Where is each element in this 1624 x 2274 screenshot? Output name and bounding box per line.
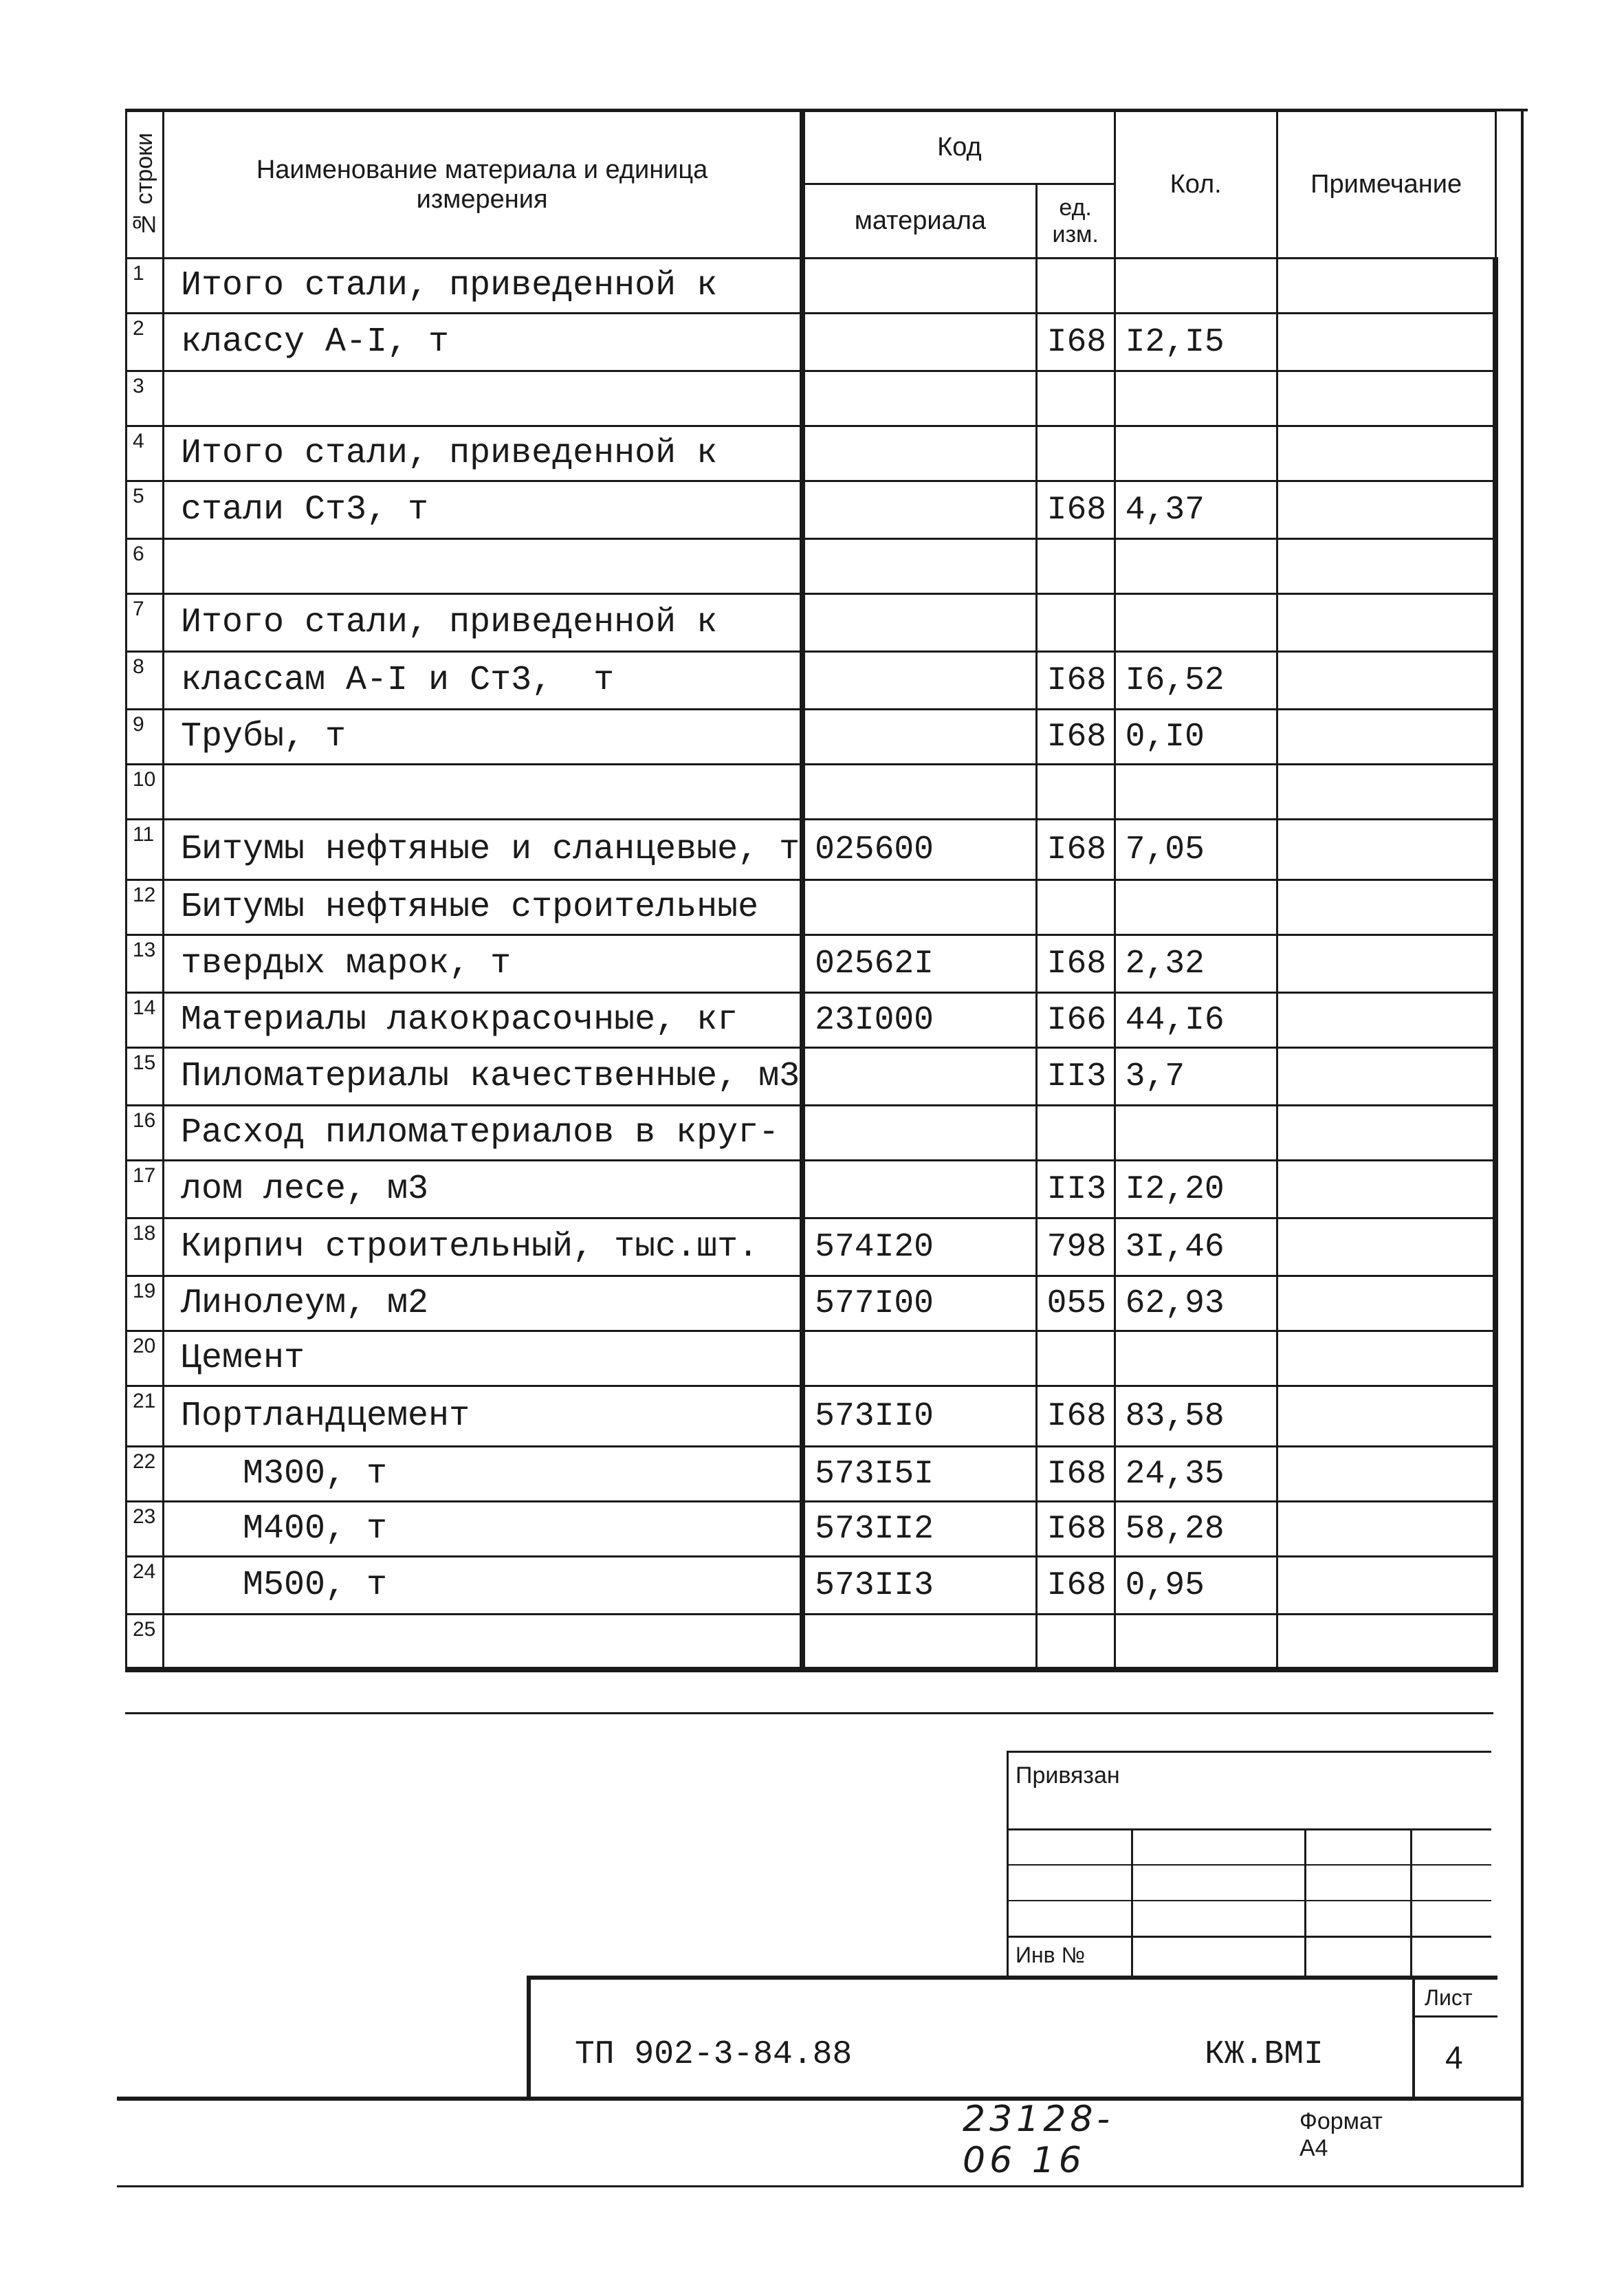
- row-number: 12: [127, 880, 164, 935]
- material-name: М500, т: [164, 1557, 803, 1615]
- note: [1277, 481, 1495, 539]
- row-number: 21: [127, 1386, 164, 1447]
- material-code: [802, 1615, 1036, 1670]
- row-number: 8: [127, 652, 164, 710]
- row-number: 3: [127, 371, 164, 426]
- material-code: [802, 652, 1036, 710]
- row-number: 19: [127, 1276, 164, 1331]
- material-code: [802, 880, 1036, 935]
- material-name: лом лесе, м3: [164, 1161, 803, 1218]
- note: [1277, 594, 1495, 652]
- note: [1277, 539, 1495, 594]
- note: [1277, 371, 1495, 426]
- material-name: Итого стали, приведенной к: [164, 259, 803, 314]
- note: [1277, 1447, 1495, 1502]
- table-row: [127, 1276, 1496, 1331]
- quantity: 2,32: [1115, 935, 1277, 993]
- material-code: 573II3: [802, 1557, 1036, 1615]
- table-body: [127, 259, 1496, 1670]
- unit-code: [1036, 880, 1115, 935]
- note: [1277, 652, 1495, 710]
- sheet-label: Лист: [1425, 1985, 1473, 2010]
- note: [1277, 710, 1495, 765]
- row-number: 16: [127, 1106, 164, 1161]
- quantity: 0,I0: [1115, 710, 1277, 765]
- note: [1277, 1557, 1495, 1615]
- row-number: 20: [127, 1331, 164, 1386]
- quantity: [1115, 880, 1277, 935]
- table-row: [127, 1386, 1496, 1447]
- quantity: 62,93: [1115, 1276, 1277, 1331]
- quantity: 3I,46: [1115, 1218, 1277, 1276]
- quantity: I2,I5: [1115, 314, 1277, 371]
- material-code: 02562I: [802, 935, 1036, 993]
- material-code: [802, 426, 1036, 481]
- unit-code: I68: [1036, 652, 1115, 710]
- unit-code: [1036, 371, 1115, 426]
- material-name: Кирпич строительный, тыс.шт.: [164, 1218, 803, 1276]
- unit-code: [1036, 765, 1115, 820]
- unit-code: [1036, 594, 1115, 652]
- unit-code: [1036, 1331, 1115, 1386]
- material-code: [802, 1106, 1036, 1161]
- row-number: 17: [127, 1161, 164, 1218]
- row-number: 5: [127, 481, 164, 539]
- note: [1277, 1218, 1495, 1276]
- material-name: [164, 371, 803, 426]
- material-name: Пиломатериалы качественные, м3: [164, 1048, 803, 1106]
- format-label: Формат А4: [1299, 2108, 1383, 2161]
- material-name: Трубы, т: [164, 710, 803, 765]
- note: [1277, 1161, 1495, 1218]
- material-code: [802, 1161, 1036, 1218]
- note: [1277, 314, 1495, 371]
- unit-code: 055: [1036, 1276, 1115, 1331]
- material-name: [164, 1615, 803, 1670]
- note: [1277, 993, 1495, 1048]
- note: [1277, 1106, 1495, 1161]
- material-name: стали Ст3, т: [164, 481, 803, 539]
- table-row: [127, 1502, 1496, 1557]
- table-row: [127, 1615, 1496, 1670]
- material-name: Линолеум, м2: [164, 1276, 803, 1331]
- table-row: [127, 880, 1496, 935]
- note: [1277, 1615, 1495, 1670]
- material-code: 574I20: [802, 1218, 1036, 1276]
- material-name: Расход пиломатериалов в круг-: [164, 1106, 803, 1161]
- row-number: 11: [127, 820, 164, 880]
- materials-table: [125, 110, 1498, 1672]
- row-number: 13: [127, 935, 164, 993]
- table-row: [127, 1447, 1496, 1502]
- table-row: [127, 371, 1496, 426]
- quantity: [1115, 1106, 1277, 1161]
- table-row: [127, 481, 1496, 539]
- material-code: 025600: [802, 820, 1036, 880]
- note: [1277, 426, 1495, 481]
- material-code: [802, 371, 1036, 426]
- material-name: М400, т: [164, 1502, 803, 1557]
- quantity: 24,35: [1115, 1447, 1277, 1502]
- material-name: Цемент: [164, 1331, 803, 1386]
- bottom-trim-line: [117, 2185, 1524, 2187]
- table-row: [127, 1048, 1496, 1106]
- table-row: [127, 710, 1496, 765]
- table-row: [127, 993, 1496, 1048]
- quantity: [1115, 594, 1277, 652]
- material-code: [802, 765, 1036, 820]
- doc-number: ТП 902-3-84.88: [575, 2036, 853, 2073]
- table-row: [127, 1557, 1496, 1615]
- unit-code: [1036, 1615, 1115, 1670]
- material-code: [802, 314, 1036, 371]
- quantity: 44,I6: [1115, 993, 1277, 1048]
- unit-code: I68: [1036, 314, 1115, 371]
- table-row: [127, 594, 1496, 652]
- row-number: 9: [127, 710, 164, 765]
- unit-code: [1036, 1106, 1115, 1161]
- doc-box: [527, 1976, 1497, 2101]
- row-number: 14: [127, 993, 164, 1048]
- table-row: [127, 652, 1496, 710]
- quantity: 7,05: [1115, 820, 1277, 880]
- quantity: 0,95: [1115, 1557, 1277, 1615]
- material-name: классам А-I и Ст3, т: [164, 652, 803, 710]
- note: [1277, 935, 1495, 993]
- header-name: Наименование материала и единица измерения: [164, 111, 803, 259]
- unit-code: I66: [1036, 993, 1115, 1048]
- material-name: [164, 765, 803, 820]
- quantity: I2,20: [1115, 1161, 1277, 1218]
- header-note: Примечание: [1277, 111, 1495, 259]
- material-code: [802, 594, 1036, 652]
- material-name: Битумы нефтяные строительные: [164, 880, 803, 935]
- row-number: 24: [127, 1557, 164, 1615]
- table-row: [127, 539, 1496, 594]
- quantity: [1115, 426, 1277, 481]
- doc-code: КЖ.ВМI: [1205, 2036, 1324, 2073]
- note: [1277, 1386, 1495, 1447]
- note: [1277, 1331, 1495, 1386]
- quantity: [1115, 539, 1277, 594]
- unit-code: [1036, 539, 1115, 594]
- unit-code: II3: [1036, 1161, 1115, 1218]
- table-row: [127, 259, 1496, 314]
- unit-code: I68: [1036, 710, 1115, 765]
- note: [1277, 1048, 1495, 1106]
- table-row: [127, 1161, 1496, 1218]
- material-name: твердых марок, т: [164, 935, 803, 993]
- table-row: [127, 1331, 1496, 1386]
- material-name: Итого стали, приведенной к: [164, 594, 803, 652]
- material-code: [802, 710, 1036, 765]
- unit-code: I68: [1036, 935, 1115, 993]
- bound-label: Привязан: [1016, 1762, 1120, 1789]
- header-code-material: материала: [802, 184, 1036, 259]
- note: [1277, 1276, 1495, 1331]
- row-number: 18: [127, 1218, 164, 1276]
- row-number: 15: [127, 1048, 164, 1106]
- bound-box: [1007, 1751, 1491, 1980]
- quantity: 83,58: [1115, 1386, 1277, 1447]
- row-number: 23: [127, 1502, 164, 1557]
- quantity: [1115, 259, 1277, 314]
- quantity: [1115, 1331, 1277, 1386]
- material-name: Битумы нефтяные и сланцевые, т: [164, 820, 803, 880]
- quantity: [1115, 371, 1277, 426]
- row-number: 10: [127, 765, 164, 820]
- material-code: [802, 1048, 1036, 1106]
- title-block-frame: [125, 1712, 1493, 1714]
- material-name: Итого стали, приведенной к: [164, 426, 803, 481]
- note: [1277, 820, 1495, 880]
- table-row: [127, 1218, 1496, 1276]
- row-number: 1: [127, 259, 164, 314]
- header-row-number: № строки: [127, 111, 164, 259]
- unit-code: I68: [1036, 481, 1115, 539]
- header-qty: Кол.: [1115, 111, 1277, 259]
- row-number: 2: [127, 314, 164, 371]
- quantity: I6,52: [1115, 652, 1277, 710]
- row-number: 22: [127, 1447, 164, 1502]
- quantity: 3,7: [1115, 1048, 1277, 1106]
- quantity: [1115, 765, 1277, 820]
- material-name: классу А-I, т: [164, 314, 803, 371]
- header-code: Код: [802, 111, 1115, 184]
- unit-code: I68: [1036, 1386, 1115, 1447]
- material-code: 577I00: [802, 1276, 1036, 1331]
- material-code: 573I5I: [802, 1447, 1036, 1502]
- quantity: 58,28: [1115, 1502, 1277, 1557]
- material-code: 573II0: [802, 1386, 1036, 1447]
- material-name: [164, 539, 803, 594]
- material-name: М300, т: [164, 1447, 803, 1502]
- table-row: [127, 1106, 1496, 1161]
- unit-code: 798: [1036, 1218, 1115, 1276]
- row-number: 4: [127, 426, 164, 481]
- table-row: [127, 426, 1496, 481]
- unit-code: [1036, 259, 1115, 314]
- note: [1277, 765, 1495, 820]
- unit-code: I68: [1036, 1557, 1115, 1615]
- material-code: [802, 259, 1036, 314]
- row-number: 25: [127, 1615, 164, 1670]
- table-row: [127, 765, 1496, 820]
- table-row: [127, 935, 1496, 993]
- row-number: 6: [127, 539, 164, 594]
- material-code: 573II2: [802, 1502, 1036, 1557]
- unit-code: I68: [1036, 1502, 1115, 1557]
- note: [1277, 259, 1495, 314]
- table-row: [127, 820, 1496, 880]
- table-row: [127, 314, 1496, 371]
- header-code-unit: ед. изм.: [1036, 184, 1115, 259]
- material-name: Материалы лакокрасочные, кг: [164, 993, 803, 1048]
- handwritten-archive-number: 23128-06 16: [963, 2099, 1115, 2181]
- material-name: Портландцемент: [164, 1386, 803, 1447]
- quantity: [1115, 1615, 1277, 1670]
- material-code: [802, 1331, 1036, 1386]
- material-code: [802, 481, 1036, 539]
- sheet-number: 4: [1445, 2040, 1463, 2075]
- inv-label: Инв №: [1016, 1943, 1085, 1967]
- note: [1277, 1502, 1495, 1557]
- quantity: 4,37: [1115, 481, 1277, 539]
- material-code: [802, 539, 1036, 594]
- bottom-frame-line: [117, 2097, 1524, 2101]
- material-code: 23I000: [802, 993, 1036, 1048]
- unit-code: I68: [1036, 820, 1115, 880]
- unit-code: II3: [1036, 1048, 1115, 1106]
- unit-code: [1036, 426, 1115, 481]
- row-number: 7: [127, 594, 164, 652]
- right-border-line: [1521, 109, 1524, 2185]
- unit-code: I68: [1036, 1447, 1115, 1502]
- note: [1277, 880, 1495, 935]
